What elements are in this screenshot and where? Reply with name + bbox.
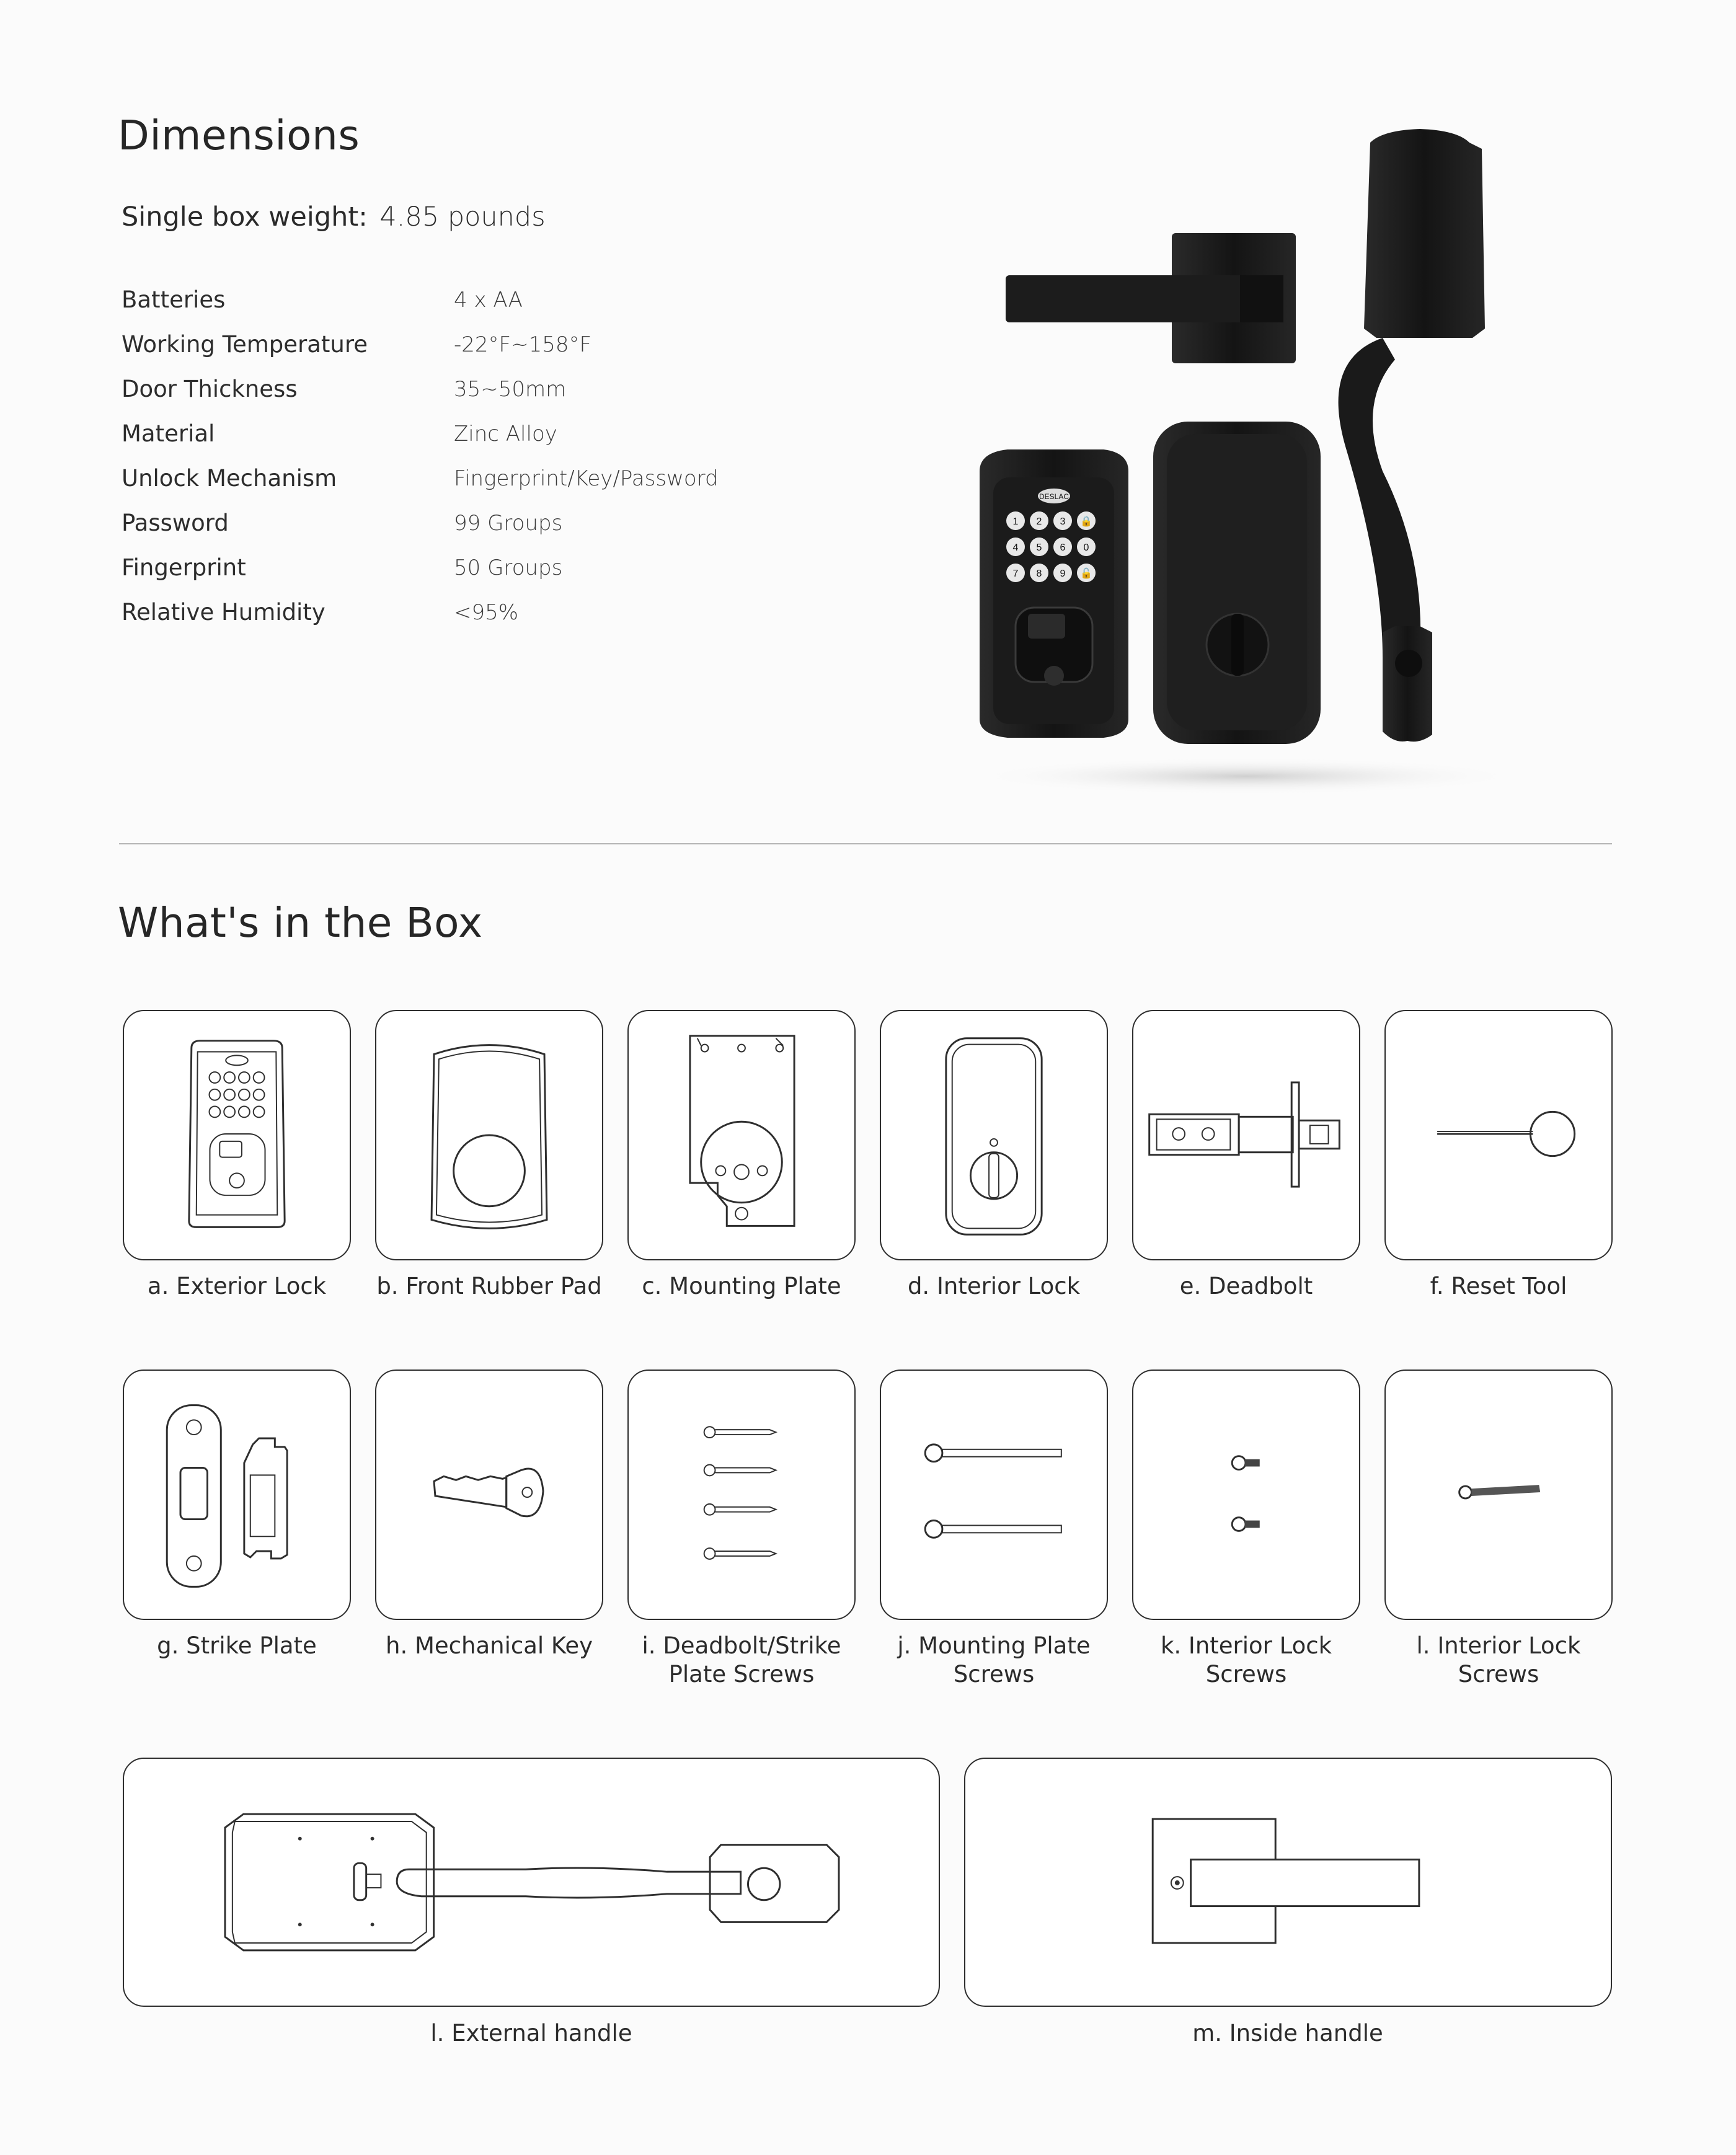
item-card-mounting-plate	[627, 1010, 856, 1260]
weight-value: 4.85 pounds	[379, 201, 546, 232]
spec-value: 35~50mm	[454, 377, 567, 402]
reset-tool-drawing	[1386, 1011, 1611, 1259]
keypad-key-label: 0	[1083, 542, 1089, 553]
item-card-mounting-plate-screws	[880, 1370, 1108, 1620]
whats-in-the-box-title: What's in the Box	[118, 899, 483, 947]
caption-line: Screws	[953, 1661, 1035, 1688]
spec-value: 99 Groups	[454, 511, 563, 536]
caption-line: Screws	[1458, 1661, 1539, 1688]
spec-row-password	[122, 510, 866, 547]
keypad-key-label: 9	[1060, 569, 1066, 579]
keypad-key-label: 🔓	[1080, 569, 1092, 579]
single-box-weight	[122, 201, 546, 232]
spec-label: Working Temperature	[122, 331, 368, 358]
keypad-key-label: 3	[1060, 516, 1066, 527]
keypad-key-label: 🔒	[1080, 516, 1092, 527]
keypad-key-label: 4	[1012, 542, 1019, 553]
inside-handle-drawing	[965, 1759, 1611, 2006]
spec-value: 50 Groups	[454, 555, 563, 580]
key-icon	[376, 1371, 602, 1619]
caption-mounting-plate-screws	[864, 1632, 1124, 1689]
item-card-external-handle	[123, 1758, 940, 2007]
item-card-deadbolt	[1132, 1010, 1360, 1260]
caption-mounting-plate: c. Mounting Plate	[642, 1273, 841, 1299]
item-card-interior-lock-screws-short	[1132, 1370, 1360, 1620]
spec-row-fingerprint	[122, 554, 866, 591]
spec-value: Fingerprint/Key/Password	[454, 466, 719, 491]
caption-mechanical-key: h. Mechanical Key	[386, 1632, 593, 1659]
keypad-key-label: 7	[1012, 569, 1019, 579]
item-card-strike-plate	[123, 1370, 351, 1620]
keypad-key-label: 1	[1012, 516, 1019, 527]
caption-line: j. Mounting Plate	[897, 1632, 1091, 1659]
product-photo	[949, 124, 1550, 806]
spec-label: Door Thickness	[122, 376, 298, 402]
caption-strike-plate: g. Strike Plate	[157, 1632, 317, 1659]
front-rubber-pad-drawing	[376, 1011, 602, 1259]
deadbolt-drawing	[1133, 1011, 1359, 1259]
exterior-lock-drawing	[124, 1011, 350, 1259]
spec-label: Material	[122, 420, 215, 447]
long-screw-drawing	[1386, 1371, 1611, 1619]
strike-plate-drawing	[124, 1371, 350, 1619]
caption-line: l. Interior Lock	[1416, 1632, 1581, 1659]
caption-external-handle: l. External handle	[430, 2020, 632, 2047]
item-card-mechanical-key	[375, 1370, 603, 1620]
short-screws-drawing	[1133, 1371, 1359, 1619]
spec-row-material	[122, 420, 866, 458]
spec-label: Password	[122, 510, 229, 536]
caption-deadbolt-strike-screws	[611, 1632, 872, 1689]
spec-value: Zinc Alloy	[454, 422, 557, 446]
caption-reset-tool: f. Reset Tool	[1430, 1273, 1567, 1299]
spec-label: Unlock Mechanism	[122, 465, 337, 492]
item-card-reset-tool	[1384, 1010, 1613, 1260]
keypad-key-label: 2	[1036, 516, 1042, 527]
caption-line: Screws	[1205, 1661, 1287, 1688]
item-card-interior-lock	[880, 1010, 1108, 1260]
spec-label: Fingerprint	[122, 554, 246, 581]
brand-logo-text: DESLAC	[1038, 492, 1070, 501]
caption-front-rubber-pad: b. Front Rubber Pad	[376, 1273, 602, 1299]
keypad-key-label: 8	[1036, 569, 1042, 579]
caption-interior-lock: d. Interior Lock	[907, 1273, 1081, 1299]
spec-row-door-thickness	[122, 376, 866, 413]
item-card-deadbolt-strike-screws	[627, 1370, 856, 1620]
caption-line: k. Interior Lock	[1160, 1632, 1332, 1659]
weight-label: Single box weight:	[122, 201, 368, 232]
caption-deadbolt: e. Deadbolt	[1179, 1273, 1313, 1299]
spec-label: Relative Humidity	[122, 599, 326, 626]
caption-line: Plate Screws	[668, 1661, 815, 1688]
caption-inside-handle: m. Inside handle	[1192, 2020, 1383, 2047]
item-card-front-rubber-pad	[375, 1010, 603, 1260]
spec-value: 4 x AA	[454, 288, 523, 312]
spec-row-unlock-mechanism	[122, 465, 866, 502]
keypad-key-label: 5	[1036, 542, 1042, 553]
spec-value: <95%	[454, 600, 519, 625]
spec-row-batteries	[122, 286, 866, 324]
interior-lock-drawing	[881, 1011, 1107, 1259]
item-card-interior-lock-screws-long	[1384, 1370, 1613, 1620]
screws-drawing	[629, 1371, 854, 1619]
spec-label: Batteries	[122, 286, 226, 313]
mounting-plate-drawing	[629, 1011, 854, 1259]
dimensions-title: Dimensions	[118, 112, 360, 159]
spec-row-working-temperature	[122, 331, 866, 368]
long-screws-drawing	[881, 1371, 1107, 1619]
caption-line: i. Deadbolt/Strike	[642, 1632, 841, 1659]
keypad-key-label: 6	[1060, 542, 1066, 553]
caption-interior-lock-screws-short	[1116, 1632, 1376, 1689]
smart-lock-set-image	[949, 124, 1550, 806]
caption-exterior-lock: a. Exterior Lock	[147, 1273, 327, 1299]
item-card-inside-handle	[964, 1758, 1612, 2007]
spec-value: -22°F~158°F	[454, 332, 592, 357]
spec-row-relative-humidity	[122, 599, 866, 636]
caption-interior-lock-screws-long	[1368, 1632, 1629, 1689]
item-card-exterior-lock	[123, 1010, 351, 1260]
section-divider	[119, 843, 1612, 844]
external-handle-drawing	[124, 1759, 939, 2006]
